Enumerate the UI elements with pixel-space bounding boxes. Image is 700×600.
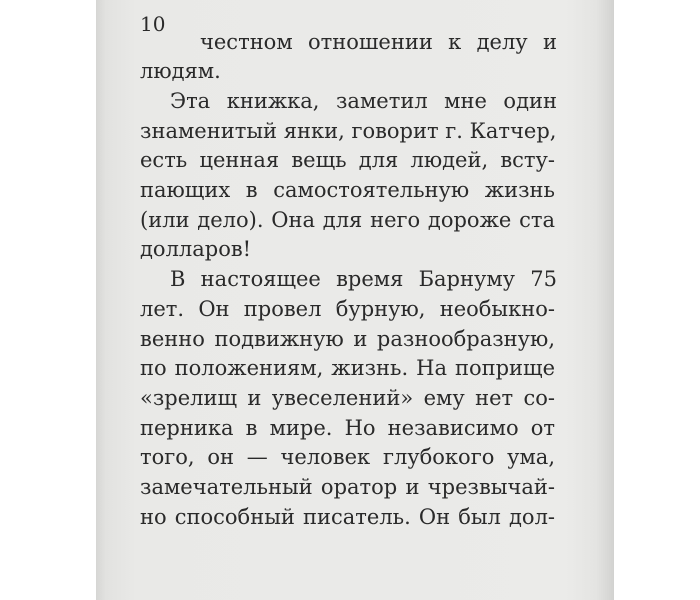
page-number: 10 bbox=[140, 12, 166, 36]
text-line: В настоящее время Барнуму 75 bbox=[170, 267, 557, 291]
text-line: знаменитый янки, говорит г. Катчер, bbox=[140, 119, 557, 143]
text-line: пающих в самостоятельную жизнь bbox=[140, 178, 555, 202]
text-line: венно подвижную и разнообразную, bbox=[140, 327, 555, 351]
text-line: но способный писатель. Он был дол- bbox=[140, 505, 555, 529]
body-text bbox=[140, 0, 580, 600]
text-line: «зрелищ и увеселений» ему нет со- bbox=[140, 386, 555, 410]
text-line: Эта книжка, заметил мне один bbox=[170, 89, 557, 113]
text-line: людям. bbox=[140, 59, 221, 83]
text-line: замечательный оратор и чрезвычай- bbox=[140, 475, 555, 499]
text-line: есть ценная вещь для людей, всту- bbox=[140, 148, 555, 172]
text-line: лет. Он провел бурную, необыкно- bbox=[140, 297, 555, 321]
text-line: долларов! bbox=[140, 237, 252, 261]
text-line: того, он — человек глубокого ума, bbox=[140, 445, 555, 469]
text-line: честном отношении к делу и bbox=[200, 30, 557, 54]
text-line: (или дело). Она для него дороже ста bbox=[140, 208, 555, 232]
text-line: перника в мире. Но независимо от bbox=[140, 416, 555, 440]
text-line: по положениям, жизнь. На поприще bbox=[140, 356, 555, 380]
